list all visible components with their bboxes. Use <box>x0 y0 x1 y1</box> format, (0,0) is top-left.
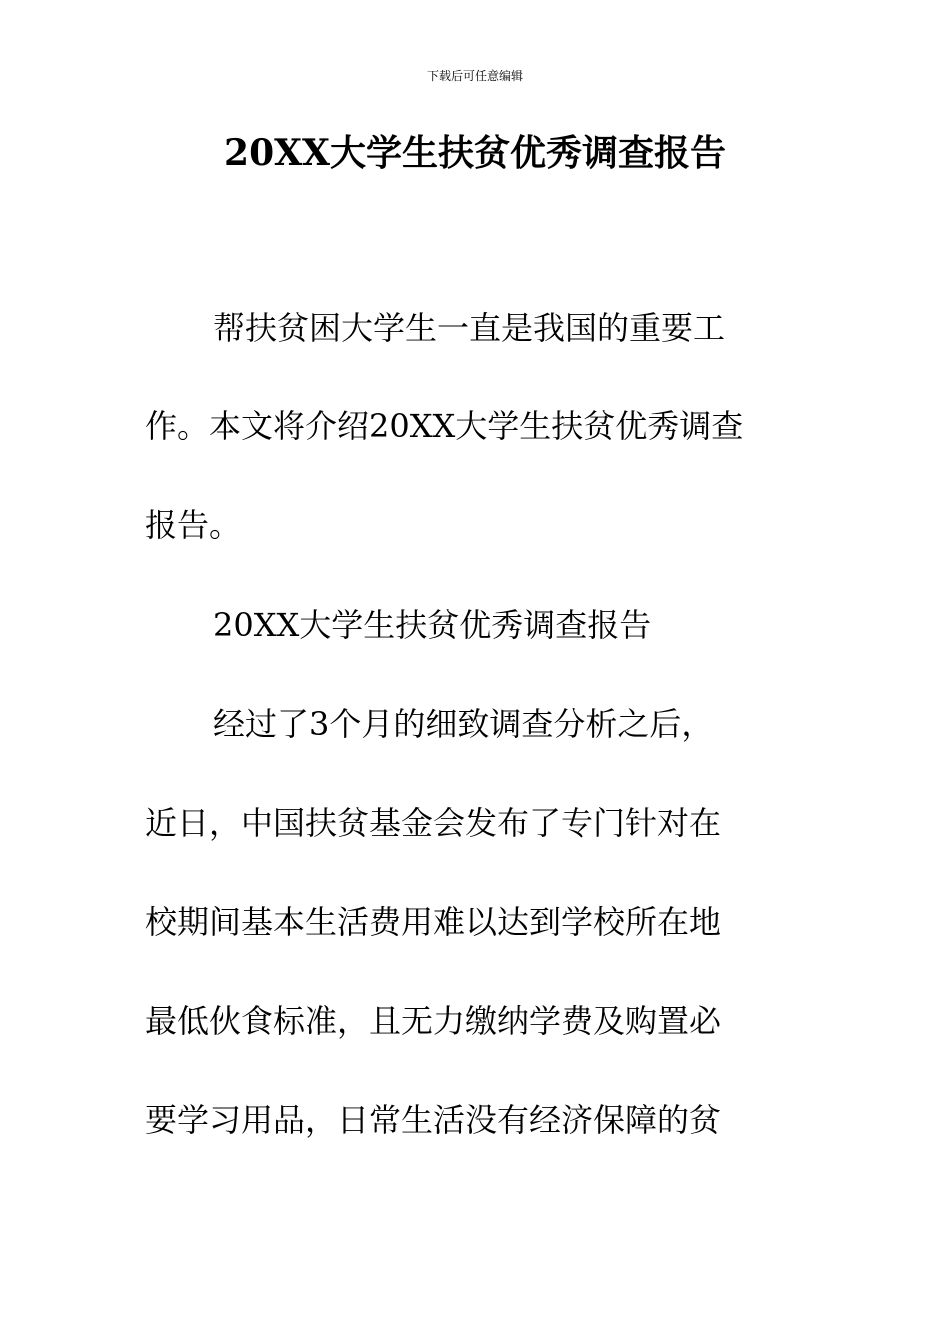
paragraph-line: 作。本文将介绍20XX大学生扶贫优秀调查 <box>145 407 744 445</box>
header-note: 下载后可任意编辑 <box>426 69 523 83</box>
paragraph-line: 经过了3个月的细致调查分析之后， <box>213 705 714 743</box>
section-heading: 20XX大学生扶贫优秀调查报告 <box>213 606 652 644</box>
paragraph-line: 最低伙食标准，且无力缴纳学费及购置必 <box>145 1002 722 1040</box>
paragraph-line: 报告。 <box>145 506 242 544</box>
paragraph-line: 校期间基本生活费用难以达到学校所在地 <box>145 903 722 941</box>
paragraph-line: 要学习用品，日常生活没有经济保障的贫 <box>145 1101 722 1139</box>
paragraph-line: 近日，中国扶贫基金会发布了专门针对在 <box>145 804 722 842</box>
paragraph-line: 帮扶贫困大学生一直是我国的重要工 <box>213 309 726 347</box>
document-title: 20XX大学生扶贫优秀调查报告 <box>224 132 726 174</box>
